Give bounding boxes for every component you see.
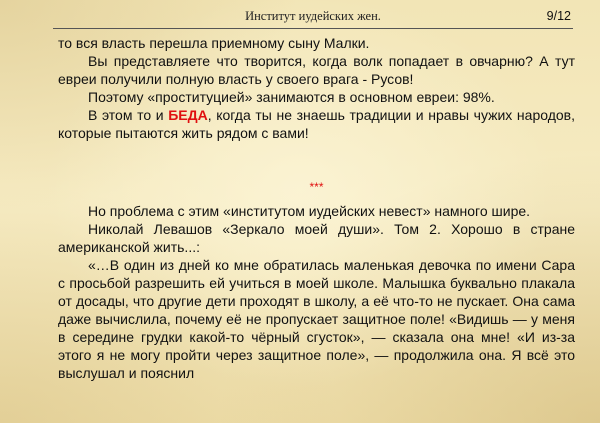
paragraph: Поэтому «проституцией» занимаются в основном евреи: 98%.: [88, 89, 495, 105]
paragraph: то вся власть перешла приемному сыну Малки.: [58, 35, 370, 51]
paragraph: Но проблема с этим «институтом иудейских невест» намного шире.: [88, 203, 531, 219]
page-number: 9/12: [546, 9, 571, 23]
paragraph: Николай Левашов «Зеркало моей души». Том 2. Хорошо в стране американской жить...:: [58, 221, 575, 255]
paragraph-text: В этом то и: [88, 107, 169, 123]
paragraph: Вы представляете что творится, когда волк попадает в овчарню? А тут евреи получили полную власть у своего врага - Русов!: [58, 53, 575, 87]
document-body: [58, 34, 575, 382]
highlighted-word: БЕДА: [168, 107, 208, 123]
quote-paragraph: «…В один из дней ко мне обратилась маленькая девочка по имени Сара с просьбой разрешить ей учиться в моей школе. Малышка буквально плакала от досады, что другие дети проходят в школу, а её что-то не пускает. Она сама даже вычислила, почему её не пропускает защитное поле! «Видишь — у меня в середине грудки какой-то чёрный сгусток», — сказала она мне! «И из-за этого я не могу пройти через защитное поле», — продолжила она. Я всё это выслушал и пояснил: [58, 257, 575, 381]
header-title: Институт иудейских жен.: [245, 9, 381, 23]
section-separator: ***: [309, 180, 324, 194]
page-header: [53, 6, 573, 29]
paragraph-text: , когда ты не знаешь традиции и нравы чужих народов, которые пытаются жить рядом с вами!: [58, 107, 575, 141]
paragraph: [58, 106, 575, 142]
